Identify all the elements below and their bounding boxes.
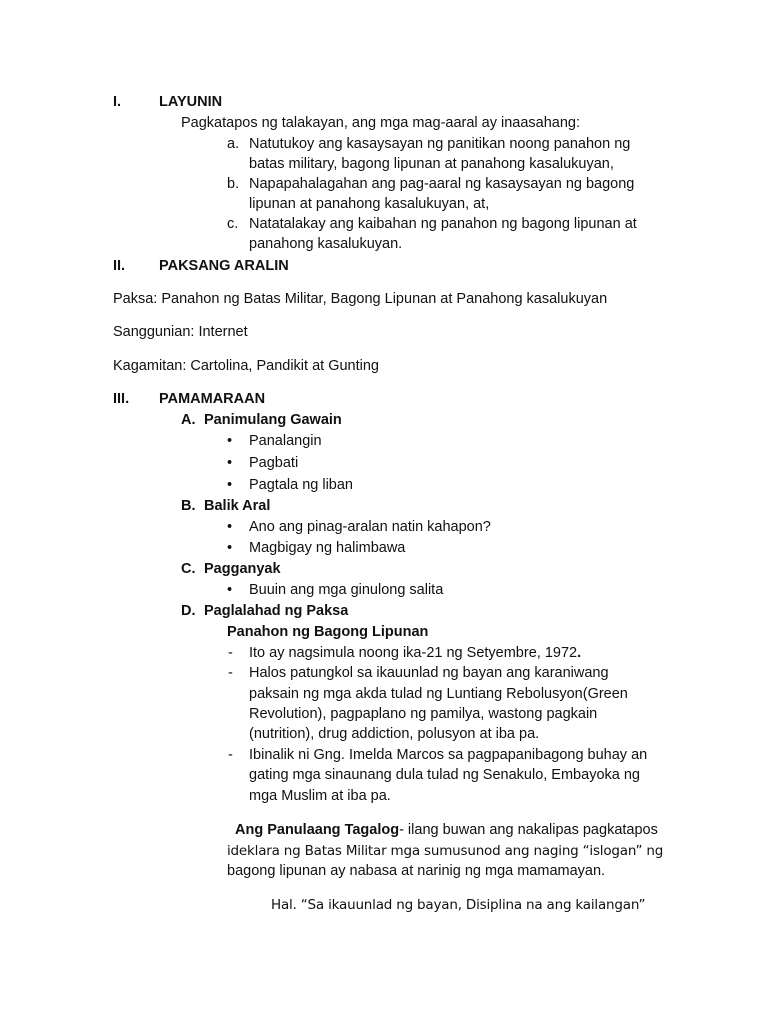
section-1-title: LAYUNIN [159, 94, 223, 110]
bullet-icon: • [227, 477, 233, 493]
bullet-icon: • [227, 455, 233, 471]
discussion-point-3-line1: Ibinalik ni Gng. Imelda Marcos sa pagpapanibagong buhay an [249, 747, 648, 763]
panulaan-line3: bagong lipunan ay nabasa at narinig ng mga mamamayan. [227, 863, 606, 879]
paksa-line: Paksa: Panahon ng Batas Militar, Bagong Lipunan at Panahong kasalukuyan [113, 291, 608, 307]
discussion-point-2-line1: Halos patungkol sa ikauunlad ng bayan ang karaniwang [249, 665, 609, 681]
list-item: Ano ang pinag-aralan natin kahapon? [249, 519, 491, 535]
discussion-point-3-line3: mga Muslim at iba pa. [249, 788, 391, 804]
step-a-title: Panimulang Gawain [204, 412, 342, 428]
list-item: Panalangin [249, 433, 322, 449]
step-c-label: C. [181, 561, 196, 577]
list-item: Magbigay ng halimbawa [249, 540, 406, 556]
discussion-point-2-line2: paksain ng mga akda tulad ng Luntiang Rebolusyon(Green [249, 686, 628, 702]
discussion-point-3-line2: gating mga sinaunang dula tulad ng Senakulo, Embayoka ng [249, 767, 640, 783]
section-3-title: PAMAMARAAN [159, 391, 266, 407]
discussion-point-2-line4: (nutrition), drug addiction, polusyon at iba pa. [249, 726, 540, 742]
objective-a-marker: a. [227, 136, 240, 152]
objective-a-line2: batas military, bagong lipunan at panahong kasalukuyan, [249, 156, 614, 172]
kagamitan-line: Kagamitan: Cartolina, Pandikit at Gunting [113, 358, 379, 374]
step-b-title: Balik Aral [204, 498, 271, 514]
section-3-number: III. [113, 391, 130, 407]
bullet-icon: • [227, 582, 233, 598]
objective-c-line1: Natatalakay ang kaibahan ng panahon ng bagong lipunan at [249, 216, 637, 232]
objective-b-line2: lipunan at panahong kasalukuyan, at, [249, 196, 490, 212]
discussion-point-2-line3: Revolution), pagpaplano ng pamilya, wastong pagkain [249, 706, 598, 722]
subtopic-title: Panahon ng Bagong Lipunan [227, 624, 429, 640]
list-item: Pagtala ng liban [249, 477, 353, 493]
dash-marker: - [228, 747, 233, 763]
objectives-intro: Pagkatapos ng talakayan, ang mga mag-aaral ay inaasahang: [181, 115, 581, 131]
objective-c-line2: panahong kasalukuyan. [249, 236, 403, 252]
panulaan-line1: Ang Panulaang Tagalog- ilang buwan ang nakalipas pagkatapos [235, 822, 658, 838]
bullet-icon: • [227, 433, 233, 449]
slogan-example: Hal. “Sa ikauunlad ng bayan, Disiplina na ang kailangan” [271, 897, 646, 913]
step-c-title: Pagganyak [204, 561, 281, 577]
dash-marker: - [228, 645, 233, 661]
step-b-label: B. [181, 498, 196, 514]
bullet-icon: • [227, 519, 233, 535]
list-item: Buuin ang mga ginulong salita [249, 582, 444, 598]
step-a-label: A. [181, 412, 196, 428]
bullet-icon: • [227, 540, 233, 556]
list-item: Pagbati [249, 455, 299, 471]
panulaan-line2: ideklara ng Batas Militar mga sumusunod ang naging “islogan” ng [227, 843, 664, 859]
objective-b-line1: Napapahalagahan ang pag-aaral ng kasaysayan ng bagong [249, 176, 635, 192]
section-2-title: PAKSANG ARALIN [159, 258, 289, 274]
objective-a-line1: Natutukoy ang kasaysayan ng panitikan noong panahon ng [249, 136, 631, 152]
step-d-label: D. [181, 603, 196, 619]
step-d-title: Paglalahad ng Paksa [204, 603, 349, 619]
section-2-number: II. [113, 258, 126, 274]
sanggunian-line: Sanggunian: Internet [113, 324, 248, 340]
discussion-point-1: Ito ay nagsimula noong ika-21 ng Setyembre, 1972. [249, 645, 582, 661]
objective-c-marker: c. [227, 216, 239, 232]
dash-marker: - [228, 665, 233, 681]
section-1-number: I. [113, 94, 122, 110]
objective-b-marker: b. [227, 176, 240, 192]
